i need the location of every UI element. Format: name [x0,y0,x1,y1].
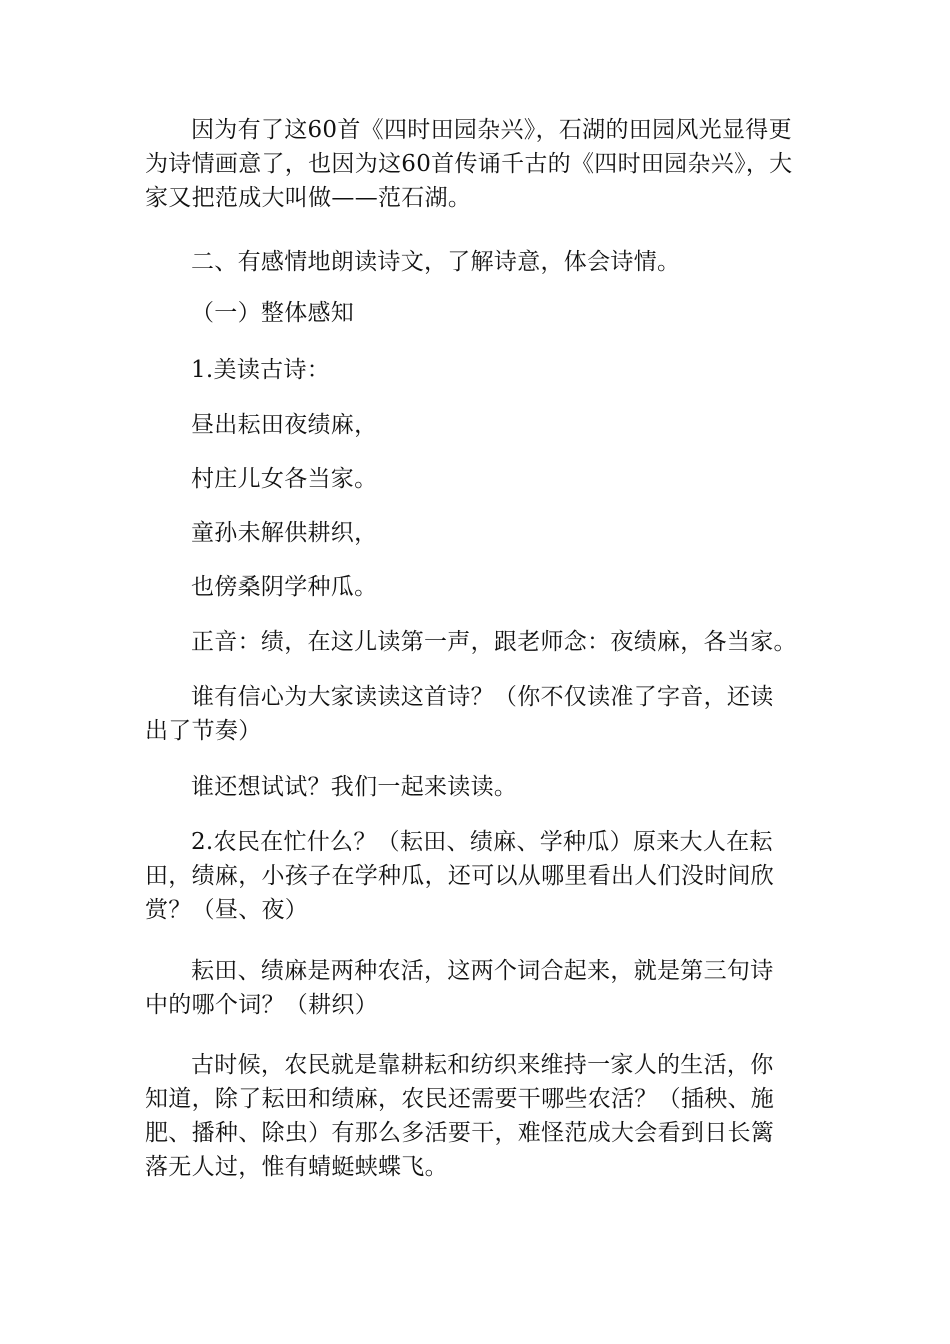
pronunciation-note: 正音：绩，在这儿读第一声，跟老师念：夜绩麻，各当家。 [191,629,797,655]
paragraph-farmers-busy: 2.农民在忙什么？（耘田、绩麻、学种瓜）原来大人在耘田，绩麻，小孩子在学种瓜，还可以从哪里看出人们没时间欣赏？（昼、夜） [145,829,775,923]
paragraph-intro: 因为有了这60首《四时田园杂兴》，石湖的田园风光显得更为诗情画意了，也因为这60首传诵千古的《四时田园杂兴》，大家又把范成大叫做——范石湖。 [145,117,793,211]
paragraph-try-again: 谁还想试试？我们一起来读读。 [191,774,518,800]
paragraph-farming-words: 耘田、绩麻是两种农活，这两个词合起来，就是第三句诗中的哪个词？（耕织） [145,958,774,1018]
section-heading: 二、有感情地朗读诗文，了解诗意，体会诗情。 [191,249,681,275]
poem-line-3: 童孙未解供耕织， [191,520,378,546]
poem-line-1: 昼出耘田夜绩麻， [191,412,378,438]
item-heading: 1.美读古诗： [191,357,331,383]
subsection-heading: （一）整体感知 [191,300,355,326]
paragraph-ancient-times: 古时候，农民就是靠耕耘和纺织来维持一家人的生活，你知道，除了耘田和绩麻，农民还需要干哪些农活？（插秧、施肥、播种、除虫）有那么多活要干，难怪范成大会看到日长篱落无人过，惟有蜻蜓蛱蝶飞。 [145,1052,775,1180]
poem-line-4: 也傍桑阴学种瓜。 [191,574,378,600]
paragraph-reading-prompt: 谁有信心为大家读读这首诗？（你不仅读准了字音，还读出了节奏） [145,684,774,744]
poem-line-2: 村庄儿女各当家。 [191,466,378,492]
